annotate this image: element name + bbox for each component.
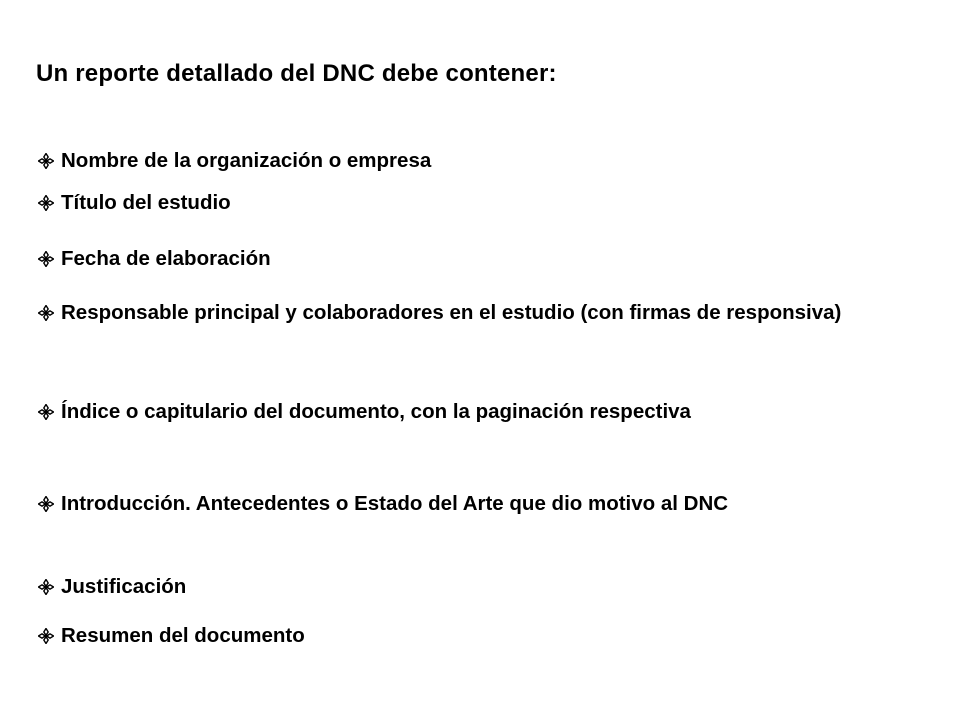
four-diamond-bullet-icon [38,153,54,169]
list-item-text: Justificación [61,575,187,598]
list-item-text: Título del estudio [61,191,231,214]
list-item-text: Índice o capitulario del documento, con la paginación respectiva [61,400,691,423]
list-item [36,611,913,661]
four-diamond-bullet-icon [38,305,54,321]
list-item-text: Responsable principal y colaboradores en el estudio (con firmas de responsiva) [61,301,842,324]
slide-title: Un reporte detallado del DNC debe contener: [36,60,557,87]
list-item-text: Fecha de elaboración [61,247,271,270]
list-item [36,234,913,284]
list-item [36,288,913,338]
list-item [36,390,913,433]
list-item [36,482,913,525]
four-diamond-bullet-icon [38,579,54,595]
list-item-text: Resumen del documento [61,624,305,647]
list-item [36,562,913,612]
four-diamond-bullet-icon [38,195,54,211]
list-item-text: Nombre de la organización o empresa [61,149,432,172]
list-item [36,178,913,228]
list-item-text: Introducción. Antecedentes o Estado del Arte que dio motivo al DNC [61,492,729,515]
four-diamond-bullet-icon [38,251,54,267]
four-diamond-bullet-icon [38,404,54,420]
four-diamond-bullet-icon [38,496,54,512]
four-diamond-bullet-icon [38,628,54,644]
